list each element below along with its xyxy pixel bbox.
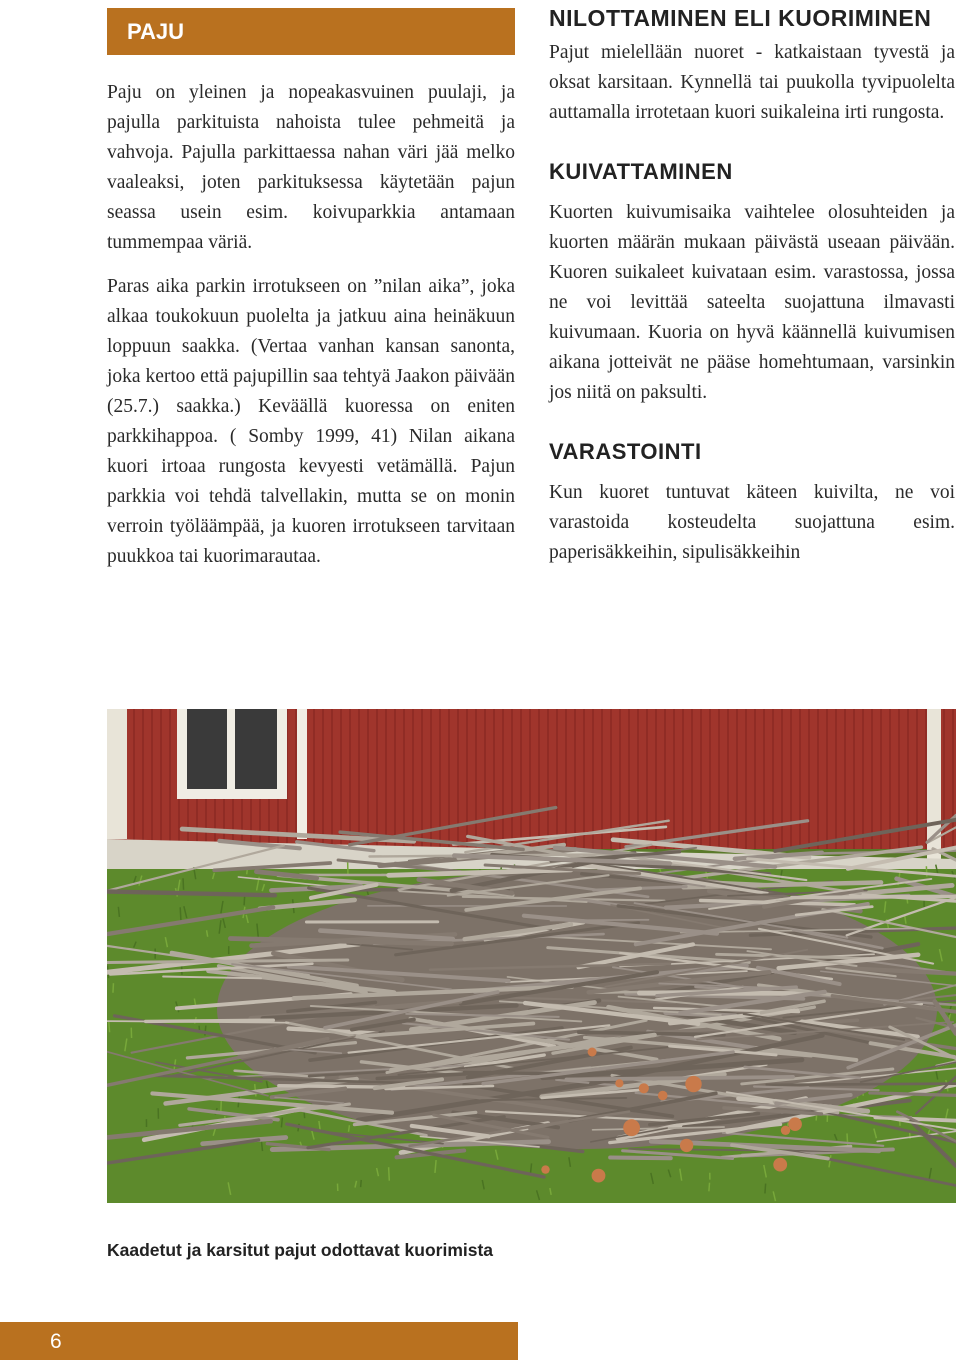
paragraph-kuivattaminen: Kuorten kuivumisaika vaihtelee olosuhteiden ja kuorten määrän mukaan päivästä useaan päivään. Kuoren suikaleet kuivataan esim. varastossa, jossa ne voi levittää sateelta suojattuna ilmavasti kuivumaan. Kuoria on hyvä käännellä kuivumisen aikana jotteivät ne pääse homehtumaan, varsinkin jos niitä on paksulti. bbox=[549, 202, 955, 403]
photo-willow-pile bbox=[107, 709, 956, 1203]
heading-kuivattaminen: KUIVATTAMINEN bbox=[549, 159, 733, 184]
left-column bbox=[107, 78, 515, 572]
right-column bbox=[549, 4, 955, 568]
photo-caption: Kaadetut ja karsitut pajut odottavat kuorimista bbox=[107, 1240, 494, 1260]
section-heading-paju: PAJU bbox=[107, 8, 515, 55]
willow-pile-illustration bbox=[107, 709, 956, 1203]
heading-nilottaminen: NILOTTAMINEN ELI KUORIMINEN bbox=[549, 5, 932, 31]
paragraph-nilottaminen: Pajut mielellään nuoret - katkaistaan tyvestä ja oksat karsitaan. Kynnellä tai puukolla tyvipuolelta auttamalla irrotetaan kuori suikaleina irti rungosta. bbox=[549, 42, 955, 123]
page-number: 6 bbox=[50, 1330, 62, 1353]
footer-bar bbox=[0, 1322, 518, 1360]
heading-varastointi: VARASTOINTI bbox=[549, 439, 702, 464]
paragraph-varastointi: Kun kuoret tuntuvat käteen kuivilta, ne voi varastoida kosteudelta suojattuna esim. paperisäkkeihin, sipulisäkkeihin bbox=[549, 482, 955, 563]
paragraph-harvest-time: Paras aika parkin irrotukseen on ”nilan aika”, joka alkaa toukokuun puolelta ja jatkuu aina heinäkuun loppuun saakka. (Vertaa vanhan kansan sanonta, joka kertoo että pajupillin saa tehtyä Jaakon päivään (25.7.) saakka.) Keväällä kuoressa on eniten parkkihappoa. ( Somby 1999, 41) Nilan aikana kuori irtoaa rungosta kevyesti vetämällä. Pajun parkkia voi tehdä talvellakin, mutta se on monin verroin työläämpää, ja kuoren irrotukseen tarvitaan puukkoa tai kuorimarautaa. bbox=[107, 276, 515, 567]
paragraph-intro: Paju on yleinen ja nopeakasvuinen puulaji, ja pajulla parkituista nahoista tulee pehmeitä ja vahvoja. Pajulla parkittaessa nahan väri jää melko vaaleaksi, joten parkituksessa käytetään pajun seassa usein esim. koivuparkkia antamaan tummempaa väriä. bbox=[107, 82, 515, 253]
